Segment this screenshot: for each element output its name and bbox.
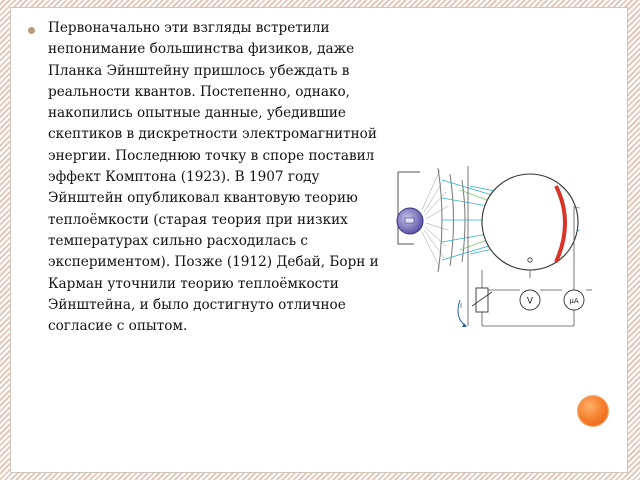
voltmeter-label: V [526,296,534,307]
body-text: Первоначально эти взгляды встретили непонимание большинства физиков, даже Планка Эйнштейну пришлось убеждать в реальности квантов. Постепенно, однако, накопились опытные данные, убедившие скептиков в дискретности электромагнитной энергии. Последнюю точку в споре поставил эффект Комптона (1923). В 1907 году Эйнштейн опубликовал квантовую теорию теплоёмкости (старая теория при низких температурах сильно расходилась с экспериментом). Позже (1912) Дебай, Борн и Карман уточнили теорию теплоёмкости Эйнштейна, и было достигнуто отличное согласие с опытом. [48,20,379,335]
rheostat [476,288,488,312]
current-label: I [460,302,463,310]
decorative-orange-circle [578,396,608,426]
apparatus-drawing [397,166,592,327]
microammeter-label: μA [569,297,579,305]
photoeffect-diagram [380,150,608,328]
bullet-point [28,27,35,34]
